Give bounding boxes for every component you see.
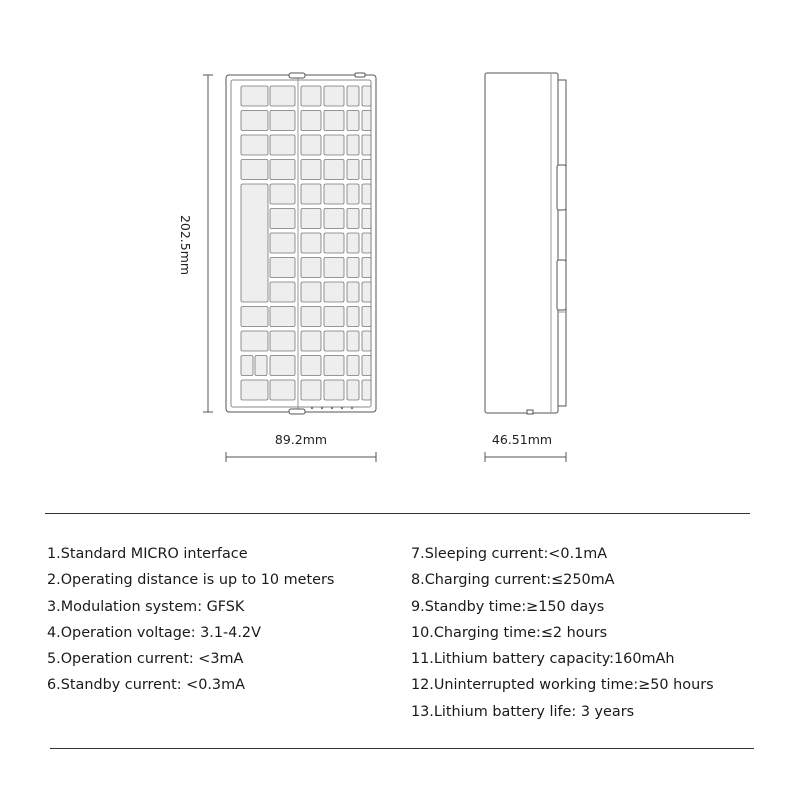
keyboard-key [270,356,295,376]
spec-item: 2.Operating distance is up to 10 meters [47,572,335,589]
keyboard-key [301,307,321,327]
keyboard-key [301,380,321,400]
spec-item: 6.Standby current: <0.3mA [47,677,245,694]
spec-item: 4.Operation voltage: 3.1-4.2V [47,624,261,641]
keyboard-key [324,282,344,302]
width-dimension-line [226,452,376,462]
keyboard-key [347,380,359,400]
keyboard-side-view [485,73,566,414]
spec-item: 8.Charging current:≤250mA [411,572,615,589]
keyboard-key [362,380,371,400]
keyboard-key [301,160,321,180]
keyboard-key [324,209,344,229]
keyboard-key [301,282,321,302]
keyboard-key [347,160,359,180]
keyboard-key [270,331,295,351]
keyboard-key [324,184,344,204]
divider-bottom [50,748,754,749]
keyboard-key [347,356,359,376]
keyboard-key [347,233,359,253]
keyboard-key [362,184,371,204]
keyboard-key [362,258,371,278]
keyboard-key [347,282,359,302]
keyboard-key [324,233,344,253]
keyboard-key [362,282,371,302]
keyboard-key [324,380,344,400]
depth-dimension-line [485,452,566,462]
keyboard-key [362,233,371,253]
keyboard-key [347,258,359,278]
keyboard-key [347,307,359,327]
keyboard-key [324,258,344,278]
height-dimension-label: 202.5mm [178,214,193,276]
height-dimension-line [203,75,213,412]
keyboard-key [362,307,371,327]
keyboard-key [324,160,344,180]
keyboard-key [324,111,344,131]
keyboard-key [362,209,371,229]
keyboard-key [241,331,268,351]
keyboard-key [270,233,295,253]
spec-item: 1.Standard MICRO interface [47,546,248,562]
divider-top [45,513,750,514]
keyboard-key [324,86,344,106]
keyboard-key [301,258,321,278]
keyboard-key [347,86,359,106]
spec-item: 13.Lithium battery life: 3 years [411,703,635,720]
keyboard-key [241,356,253,376]
keyboard-key [362,111,371,131]
keyboard-key [270,86,295,106]
spec-list-left [47,541,334,699]
spec-item: 10.Charging time:≤2 hours [411,624,608,641]
keyboard-key [270,209,295,229]
spec-item: 9.Standby time:≥150 days [411,598,605,615]
keyboard-key [347,135,359,155]
keyboard-key [241,380,268,400]
spec-item: 5.Operation current: <3mA [47,651,244,668]
spec-item: 3.Modulation system: GFSK [47,598,245,615]
keyboard-key [301,111,321,131]
keyboard-key [362,86,371,106]
keyboard-key [270,258,295,278]
keyboard-key [324,307,344,327]
keyboard-key [324,331,344,351]
keyboard-key [347,111,359,131]
keyboard-key [301,86,321,106]
keyboard-key [270,135,295,155]
keyboard-keys [241,86,371,400]
keyboard-key [301,356,321,376]
keyboard-key [270,307,295,327]
keyboard-key [255,356,267,376]
keyboard-key [362,331,371,351]
keyboard-key [347,331,359,351]
width-dimension-label: 89.2mm [274,432,328,447]
spec-item: 7.Sleeping current:<0.1mA [411,546,608,562]
keyboard-key [270,160,295,180]
keyboard-key [324,356,344,376]
keyboard-key [362,160,371,180]
keyboard-key [362,356,371,376]
keyboard-key [241,160,268,180]
keyboard-key [301,184,321,204]
keyboard-key [347,184,359,204]
keyboard-key [301,209,321,229]
keyboard-key [270,282,295,302]
keyboard-key [362,135,371,155]
spec-item: 12.Uninterrupted working time:≥50 hours [411,677,714,694]
spec-list-right [411,541,714,725]
keyboard-key [241,135,268,155]
keyboard-key [301,233,321,253]
keyboard-key [347,209,359,229]
keyboard-key [241,86,268,106]
keyboard-key [324,135,344,155]
keyboard-key [301,135,321,155]
keyboard-key [301,331,321,351]
keyboard-key [241,111,268,131]
keyboard-key [241,184,268,302]
spec-item: 11.Lithium battery capacity:160mAh [411,651,675,668]
keyboard-key [270,111,295,131]
keyboard-key [270,184,295,204]
keyboard-key [270,380,295,400]
depth-dimension-label: 46.51mm [491,432,553,447]
keyboard-key [241,307,268,327]
